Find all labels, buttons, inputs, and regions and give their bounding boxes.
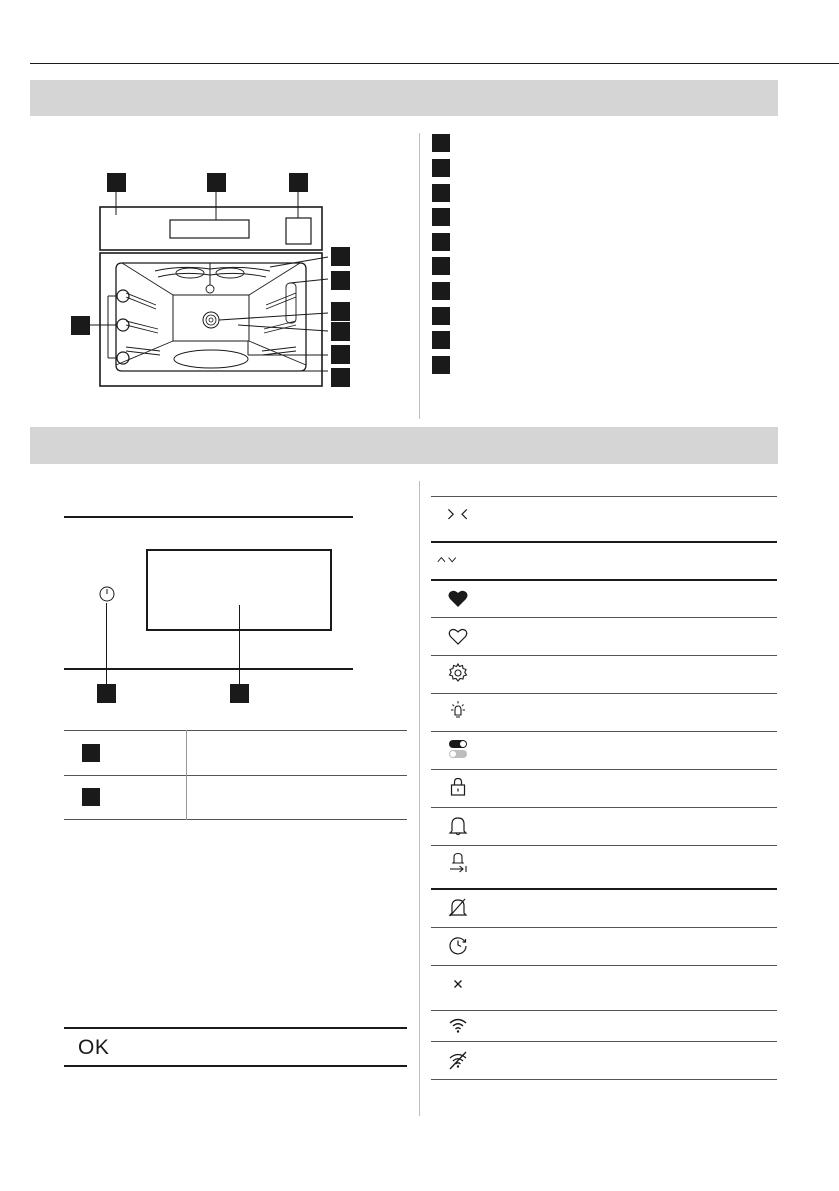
symbol-table-rule	[431, 769, 777, 770]
wifi-off-icon	[446, 1048, 470, 1072]
symbol-table-rule	[431, 845, 777, 846]
power-leader	[106, 603, 107, 685]
gear-icon	[446, 661, 470, 685]
symbol-table-rule	[431, 731, 777, 732]
legend-marker	[432, 184, 450, 202]
table-rule	[64, 775, 407, 776]
legend-marker	[432, 331, 450, 349]
section-band-control-panel	[30, 427, 778, 464]
ok-row-top	[64, 1027, 407, 1029]
bell-off-icon	[446, 895, 470, 919]
symbol-table-rule	[431, 807, 777, 808]
legend-marker	[432, 159, 450, 177]
bell-icon	[446, 813, 470, 837]
ok-label: OK	[78, 1036, 110, 1059]
legend-marker	[432, 307, 450, 325]
bell-forward-icon	[446, 851, 470, 875]
callout-marker	[331, 368, 350, 387]
chevron-up-down-icon	[436, 548, 460, 572]
symbol-table-rule	[431, 927, 777, 928]
ok-row-bottom	[64, 1065, 407, 1067]
table-col-divider	[186, 730, 187, 820]
wifi-icon	[446, 1013, 470, 1037]
close-x-icon	[446, 972, 470, 996]
symbol-table-rule	[431, 541, 777, 543]
callout-marker	[207, 173, 226, 192]
callout-marker	[331, 271, 350, 290]
section-band-overview	[30, 80, 778, 116]
callout-marker	[230, 684, 249, 703]
power-icon[interactable]	[97, 584, 117, 604]
display-leader	[239, 605, 240, 685]
symbol-table-rule	[431, 579, 777, 581]
toggle-icon	[446, 737, 470, 761]
panel-bottom-line	[64, 668, 353, 670]
symbol-table-rule	[431, 693, 777, 694]
symbol-table-rule	[431, 655, 777, 656]
symbol-table-rule	[431, 888, 777, 890]
lamp-icon	[446, 699, 470, 723]
table-rule	[64, 730, 407, 731]
callout-marker	[71, 316, 90, 335]
heart-outline-icon	[446, 624, 470, 648]
section-divider-1	[419, 133, 420, 419]
panel-top-line	[64, 516, 353, 518]
symbol-table-rule	[431, 1010, 777, 1011]
callout-marker	[331, 247, 350, 266]
callout-marker	[331, 345, 350, 364]
symbol-table-rule	[431, 496, 777, 497]
callout-marker	[107, 173, 126, 192]
lock-icon	[446, 775, 470, 799]
legend-marker	[432, 257, 450, 275]
symbol-table-rule	[431, 1079, 777, 1080]
chevron-right-left-icon	[446, 503, 470, 527]
legend-marker	[432, 233, 450, 251]
legend-marker	[432, 356, 450, 374]
heart-filled-icon	[446, 586, 470, 610]
callout-marker	[97, 684, 116, 703]
symbol-table-rule	[431, 965, 777, 966]
callout-marker	[289, 173, 308, 192]
legend-marker	[432, 134, 450, 152]
legend-marker	[432, 208, 450, 226]
table-marker	[82, 788, 100, 806]
legend-marker	[432, 282, 450, 300]
symbol-table-rule	[431, 1041, 777, 1042]
table-rule	[64, 819, 407, 820]
symbol-table-rule	[431, 617, 777, 618]
callout-marker	[331, 302, 350, 321]
table-marker	[82, 744, 100, 762]
section-divider-2	[419, 481, 420, 1116]
clock-restart-icon	[446, 933, 470, 957]
callout-marker	[331, 322, 350, 341]
oven-diagram	[60, 165, 360, 395]
header-rule	[30, 63, 839, 64]
